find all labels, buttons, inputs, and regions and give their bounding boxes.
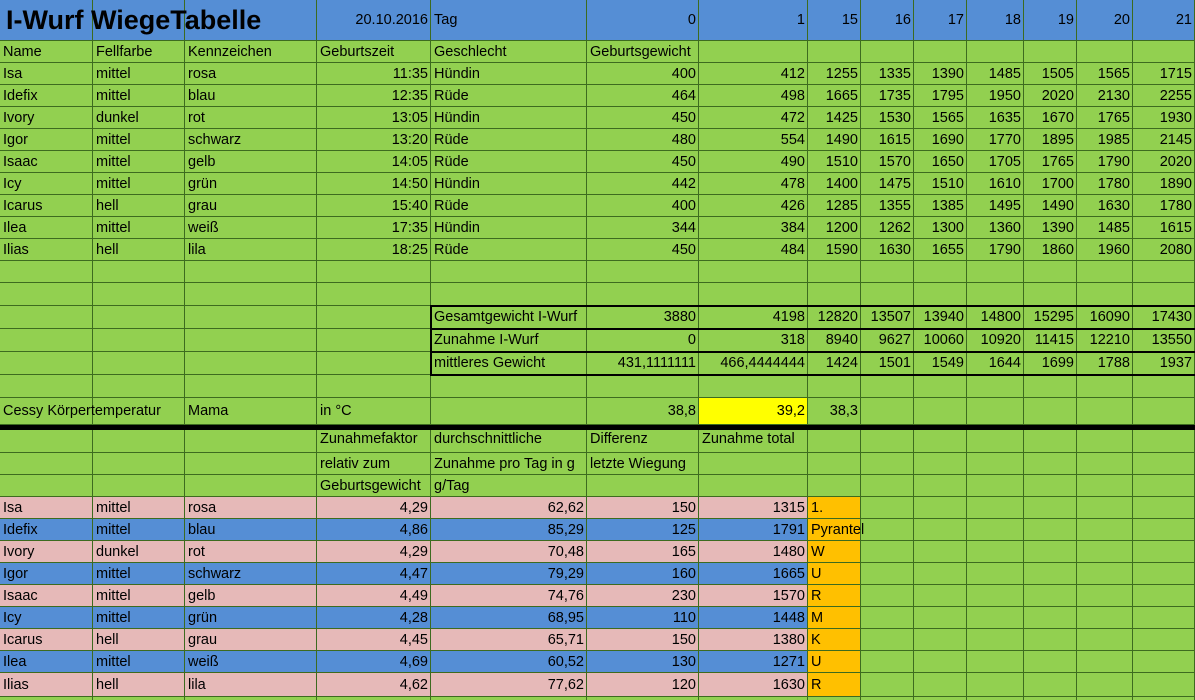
note-cell[interactable]: U [811, 566, 822, 582]
factor-header[interactable]: relativ zum [320, 456, 391, 472]
column-header[interactable]: Geschlecht [434, 44, 507, 60]
weight-cell[interactable]: 1390 [931, 66, 964, 82]
marker[interactable]: rot [188, 544, 205, 560]
summary-value[interactable]: 431,1111111 [617, 355, 696, 371]
temperature-value[interactable]: 39,2 [776, 403, 805, 419]
avg-value[interactable]: 65,71 [547, 632, 584, 648]
puppy-name[interactable]: Icy [3, 610, 22, 626]
summary-value[interactable]: 1644 [988, 355, 1021, 371]
weight-cell[interactable]: 450 [671, 154, 696, 170]
weight-cell[interactable]: 1490 [1041, 198, 1074, 214]
factor-value[interactable]: 4,49 [399, 588, 428, 604]
weight-cell[interactable]: 1715 [1159, 66, 1192, 82]
weight-cell[interactable]: 1895 [1041, 132, 1074, 148]
fur-color[interactable]: hell [96, 677, 119, 693]
weight-cell[interactable]: 1790 [1097, 154, 1130, 170]
weight-cell[interactable]: 344 [671, 220, 696, 236]
gender[interactable]: Hündin [434, 66, 480, 82]
summary-value[interactable]: 1549 [931, 355, 964, 371]
weight-cell[interactable]: 1510 [931, 176, 964, 192]
weight-cell[interactable]: 1530 [878, 110, 911, 126]
puppy-name[interactable]: Isaac [3, 588, 38, 604]
grid-hline [0, 282, 1195, 283]
diff-header[interactable]: Differenz [590, 431, 648, 447]
birth-time[interactable]: 11:35 [392, 66, 428, 82]
weight-cell[interactable]: 554 [780, 132, 805, 148]
weight-cell[interactable]: 1565 [931, 110, 964, 126]
puppy-name[interactable]: Icarus [3, 198, 43, 214]
diff-value[interactable]: 125 [671, 522, 696, 538]
avg-value[interactable]: 68,95 [547, 610, 584, 626]
temperature-label[interactable]: Cessy Körpertemperatur [3, 403, 161, 419]
gender[interactable]: Hündin [434, 110, 480, 126]
summary-value[interactable]: 1699 [1041, 355, 1074, 371]
temperature-value[interactable]: 38,8 [667, 403, 696, 419]
weight-cell[interactable]: 1360 [988, 220, 1021, 236]
marker[interactable]: grau [188, 198, 218, 214]
weight-cell[interactable]: 1255 [825, 66, 858, 82]
column-header[interactable]: Fellfarbe [96, 44, 153, 60]
weight-cell[interactable]: 442 [671, 176, 696, 192]
weight-cell[interactable]: 1200 [825, 220, 858, 236]
avg-value[interactable]: 70,48 [547, 544, 584, 560]
mama-label[interactable]: Mama [188, 403, 229, 419]
puppy-name[interactable]: Ilea [3, 220, 27, 236]
diff-value[interactable]: 160 [671, 566, 696, 582]
gender[interactable]: Rüde [434, 242, 469, 258]
marker[interactable]: grau [188, 632, 218, 648]
weight-cell[interactable]: 1385 [931, 198, 964, 214]
summary-value[interactable]: 13940 [923, 309, 964, 325]
weight-cell[interactable]: 1665 [825, 88, 858, 104]
summary-value[interactable]: 3880 [663, 309, 696, 325]
weight-cell[interactable]: 1735 [878, 88, 911, 104]
summary-value[interactable]: 12210 [1089, 332, 1130, 348]
weight-cell[interactable]: 412 [780, 66, 805, 82]
avg-value[interactable]: 62,62 [547, 500, 584, 516]
weight-cell[interactable]: 1635 [988, 110, 1021, 126]
puppy-name[interactable]: Idefix [3, 522, 38, 538]
day-header[interactable]: 16 [894, 12, 911, 28]
column-header[interactable]: Geburtsgewicht [590, 44, 691, 60]
avg-value[interactable]: 77,62 [547, 677, 584, 693]
birth-time[interactable]: 14:05 [391, 154, 428, 170]
birth-time[interactable]: 13:05 [391, 110, 428, 126]
marker[interactable]: grün [188, 610, 218, 626]
note-cell[interactable]: K [811, 632, 821, 648]
weight-cell[interactable]: 426 [780, 198, 805, 214]
weight-cell[interactable]: 1780 [1097, 176, 1130, 192]
weight-cell[interactable]: 1765 [1041, 154, 1074, 170]
day-header[interactable]: 20 [1113, 12, 1130, 28]
column-header[interactable]: Kennzeichen [188, 44, 272, 60]
summary-value[interactable]: 16090 [1089, 309, 1130, 325]
marker[interactable]: rosa [188, 500, 217, 516]
total-value[interactable]: 1630 [772, 677, 805, 693]
weight-cell[interactable]: 1930 [1159, 110, 1192, 126]
weight-cell[interactable]: 384 [780, 220, 805, 236]
total-value[interactable]: 1448 [772, 610, 805, 626]
marker[interactable]: rosa [188, 66, 217, 82]
puppy-name[interactable]: Ilias [3, 242, 29, 258]
fur-color[interactable]: dunkel [96, 544, 139, 560]
marker[interactable]: gelb [188, 154, 216, 170]
weight-cell[interactable]: 1335 [878, 66, 911, 82]
weight-cell[interactable]: 490 [780, 154, 805, 170]
total-value[interactable]: 1271 [772, 654, 805, 670]
diff-header[interactable]: letzte Wiegung [590, 456, 686, 472]
weight-cell[interactable]: 472 [780, 110, 805, 126]
puppy-name[interactable]: Isaac [3, 154, 38, 170]
note-cell[interactable]: W [811, 544, 825, 560]
fur-color[interactable]: mittel [96, 522, 131, 538]
fur-color[interactable]: hell [96, 632, 119, 648]
weight-cell[interactable]: 1985 [1097, 132, 1130, 148]
birth-time[interactable]: 12:35 [391, 88, 428, 104]
weight-cell[interactable]: 1770 [988, 132, 1021, 148]
total-value[interactable]: 1315 [772, 500, 805, 516]
fur-color[interactable]: mittel [96, 500, 131, 516]
diff-value[interactable]: 150 [671, 632, 696, 648]
weight-cell[interactable]: 1590 [825, 242, 858, 258]
weight-cell[interactable]: 480 [671, 132, 696, 148]
day-header[interactable]: 15 [841, 12, 858, 28]
gender[interactable]: Rüde [434, 154, 469, 170]
fur-color[interactable]: mittel [96, 176, 131, 192]
day-header[interactable]: 17 [947, 12, 964, 28]
puppy-name[interactable]: Idefix [3, 88, 38, 104]
puppy-name[interactable]: Icy [3, 176, 22, 192]
weight-cell[interactable]: 1790 [988, 242, 1021, 258]
marker[interactable]: grün [188, 176, 218, 192]
puppy-name[interactable]: Ilias [3, 677, 29, 693]
gender[interactable]: Rüde [434, 132, 469, 148]
factor-header[interactable]: Geburtsgewicht [320, 478, 421, 494]
weight-cell[interactable]: 1262 [878, 220, 911, 236]
diff-value[interactable]: 130 [671, 654, 696, 670]
weight-cell[interactable]: 1690 [931, 132, 964, 148]
day-header[interactable]: 1 [796, 12, 805, 28]
column-header[interactable]: Geburtszeit [320, 44, 395, 60]
summary-value[interactable]: 17430 [1151, 309, 1192, 325]
fur-color[interactable]: mittel [96, 66, 131, 82]
avg-value[interactable]: 85,29 [547, 522, 584, 538]
summary-value[interactable]: 1424 [825, 355, 858, 371]
summary-value[interactable]: 4198 [772, 309, 805, 325]
weight-cell[interactable]: 1510 [825, 154, 858, 170]
marker[interactable]: schwarz [188, 566, 242, 582]
weight-cell[interactable]: 2130 [1097, 88, 1130, 104]
factor-value[interactable]: 4,28 [399, 610, 428, 626]
summary-value[interactable]: 14800 [980, 309, 1021, 325]
summary-value[interactable]: 13507 [870, 309, 911, 325]
puppy-name[interactable]: Ivory [3, 544, 35, 560]
weight-cell[interactable]: 1670 [1041, 110, 1074, 126]
weight-cell[interactable]: 1795 [931, 88, 964, 104]
fur-color[interactable]: mittel [96, 566, 131, 582]
summary-value[interactable]: 8940 [825, 332, 858, 348]
fur-color[interactable]: mittel [96, 132, 131, 148]
birth-time[interactable]: 17:35 [391, 220, 428, 236]
marker[interactable]: rot [188, 110, 205, 126]
weight-cell[interactable]: 1400 [825, 176, 858, 192]
fur-color[interactable]: mittel [96, 588, 131, 604]
marker[interactable]: blau [188, 522, 216, 538]
fur-color[interactable]: mittel [96, 610, 131, 626]
summary-value[interactable]: 11415 [1034, 332, 1074, 348]
total-value[interactable]: 1570 [772, 588, 805, 604]
tag-label[interactable]: Tag [434, 12, 458, 28]
weight-cell[interactable]: 1485 [988, 66, 1021, 82]
factor-value[interactable]: 4,47 [399, 566, 428, 582]
fur-color[interactable]: mittel [96, 154, 131, 170]
puppy-name[interactable]: Isa [3, 500, 23, 516]
temperature-value[interactable]: 38,3 [829, 403, 858, 419]
column-header[interactable]: Name [3, 44, 42, 60]
day-header[interactable]: 21 [1175, 12, 1192, 28]
weight-cell[interactable]: 2020 [1159, 154, 1192, 170]
factor-value[interactable]: 4,86 [399, 522, 428, 538]
weight-cell[interactable]: 1705 [988, 154, 1021, 170]
weight-cell[interactable]: 1475 [878, 176, 911, 192]
avg-value[interactable]: 79,29 [547, 566, 584, 582]
puppy-name[interactable]: Icarus [3, 632, 43, 648]
marker[interactable]: lila [188, 242, 206, 258]
summary-value[interactable]: 1788 [1097, 355, 1130, 371]
puppy-name[interactable]: Igor [3, 566, 28, 582]
gender[interactable]: Rüde [434, 88, 469, 104]
summary-value[interactable]: 1501 [878, 355, 911, 371]
total-value[interactable]: 1480 [772, 544, 805, 560]
note-cell[interactable]: Pyrantel [811, 522, 865, 538]
summary-value[interactable]: 0 [687, 332, 696, 348]
marker[interactable]: gelb [188, 588, 216, 604]
marker[interactable]: lila [188, 677, 206, 693]
summary-value[interactable]: 10060 [923, 332, 964, 348]
note-cell[interactable]: U [811, 654, 822, 670]
factor-value[interactable]: 4,62 [399, 677, 428, 693]
weight-cell[interactable]: 1890 [1159, 176, 1192, 192]
weight-cell[interactable]: 1615 [878, 132, 911, 148]
weight-cell[interactable]: 400 [671, 198, 696, 214]
fur-color[interactable]: hell [96, 242, 119, 258]
weight-cell[interactable]: 1860 [1041, 242, 1074, 258]
summary-value[interactable]: 9627 [878, 332, 911, 348]
factor-value[interactable]: 4,69 [399, 654, 428, 670]
weight-cell[interactable]: 1390 [1041, 220, 1074, 236]
summary-value[interactable]: 12820 [817, 309, 858, 325]
weight-cell[interactable]: 450 [671, 110, 696, 126]
weight-cell[interactable]: 1615 [1159, 220, 1192, 236]
summary-label[interactable]: Gesamtgewicht I-Wurf [434, 309, 578, 325]
weight-cell[interactable]: 1285 [825, 198, 858, 214]
fur-color[interactable]: mittel [96, 88, 131, 104]
weight-cell[interactable]: 1630 [878, 242, 911, 258]
fur-color[interactable]: hell [96, 198, 119, 214]
summary-value[interactable]: 318 [780, 332, 805, 348]
summary-value[interactable]: 13550 [1151, 332, 1192, 348]
weight-cell[interactable]: 498 [780, 88, 805, 104]
weight-cell[interactable]: 484 [780, 242, 805, 258]
total-value[interactable]: 1380 [772, 632, 805, 648]
puppy-name[interactable]: Isa [3, 66, 23, 82]
marker[interactable]: blau [188, 88, 216, 104]
weight-cell[interactable]: 1355 [878, 198, 911, 214]
birth-time[interactable]: 14:50 [391, 176, 428, 192]
puppy-name[interactable]: Ivory [3, 110, 35, 126]
date-cell[interactable]: 20.10.2016 [355, 12, 428, 28]
birth-time[interactable]: 18:25 [391, 242, 428, 258]
summary-value[interactable]: 10920 [980, 332, 1021, 348]
weight-cell[interactable]: 1485 [1097, 220, 1130, 236]
diff-value[interactable]: 120 [671, 677, 696, 693]
note-cell[interactable]: R [811, 588, 822, 604]
birth-time[interactable]: 15:40 [391, 198, 428, 214]
weight-cell[interactable]: 1780 [1159, 198, 1192, 214]
diff-value[interactable]: 150 [671, 500, 696, 516]
weight-cell[interactable]: 2080 [1159, 242, 1192, 258]
weight-cell[interactable]: 1610 [988, 176, 1021, 192]
avg-header[interactable]: g/Tag [434, 478, 470, 494]
weight-cell[interactable]: 2020 [1041, 88, 1074, 104]
total-value[interactable]: 1665 [772, 566, 805, 582]
unit-label[interactable]: in °C [320, 403, 352, 419]
fur-color[interactable]: mittel [96, 654, 131, 670]
day-header[interactable]: 19 [1057, 12, 1074, 28]
weight-cell[interactable]: 1960 [1097, 242, 1130, 258]
note-cell[interactable]: 1. [811, 500, 824, 516]
fur-color[interactable]: mittel [96, 220, 131, 236]
weight-cell[interactable]: 464 [671, 88, 696, 104]
avg-header[interactable]: durchschnittliche [434, 431, 542, 447]
diff-value[interactable]: 230 [671, 588, 696, 604]
weight-cell[interactable]: 2255 [1159, 88, 1192, 104]
summary-value[interactable]: 15295 [1033, 309, 1074, 325]
weight-cell[interactable]: 1495 [988, 198, 1021, 214]
day-header[interactable]: 18 [1004, 12, 1021, 28]
day-header[interactable]: 0 [687, 12, 696, 28]
note-cell[interactable]: M [811, 610, 824, 626]
weight-cell[interactable]: 478 [780, 176, 805, 192]
weight-cell[interactable]: 2145 [1159, 132, 1192, 148]
marker[interactable]: weiß [188, 654, 219, 670]
avg-value[interactable]: 74,76 [547, 588, 584, 604]
factor-value[interactable]: 4,45 [399, 632, 428, 648]
weight-cell[interactable]: 1630 [1097, 198, 1130, 214]
weight-cell[interactable]: 1570 [878, 154, 911, 170]
summary-value[interactable]: 466,4444444 [720, 355, 805, 371]
puppy-name[interactable]: Ilea [3, 654, 27, 670]
weight-cell[interactable]: 1950 [988, 88, 1021, 104]
gender[interactable]: Rüde [434, 198, 469, 214]
gender[interactable]: Hündin [434, 176, 480, 192]
summary-label[interactable]: mittleres Gewicht [434, 355, 546, 371]
factor-header[interactable]: Zunahmefaktor [320, 431, 418, 447]
marker[interactable]: schwarz [188, 132, 242, 148]
total-header[interactable]: Zunahme total [702, 431, 795, 447]
puppy-name[interactable]: Igor [3, 132, 28, 148]
weight-cell[interactable]: 1700 [1041, 176, 1074, 192]
factor-value[interactable]: 4,29 [399, 544, 428, 560]
weight-cell[interactable]: 1300 [931, 220, 964, 236]
weight-cell[interactable]: 1490 [825, 132, 858, 148]
weight-cell[interactable]: 450 [671, 242, 696, 258]
weight-cell[interactable]: 1565 [1097, 66, 1130, 82]
diff-value[interactable]: 165 [671, 544, 696, 560]
weight-cell[interactable]: 1650 [931, 154, 964, 170]
marker[interactable]: weiß [188, 220, 219, 236]
weight-cell[interactable]: 1505 [1041, 66, 1074, 82]
avg-value[interactable]: 60,52 [547, 654, 584, 670]
weight-cell[interactable]: 1425 [825, 110, 858, 126]
summary-value[interactable]: 1937 [1159, 355, 1192, 371]
diff-value[interactable]: 110 [672, 610, 696, 626]
summary-label[interactable]: Zunahme I-Wurf [434, 332, 539, 348]
weight-cell[interactable]: 400 [671, 66, 696, 82]
avg-header[interactable]: Zunahme pro Tag in g [434, 456, 575, 472]
sheet-title[interactable]: I-Wurf WiegeTabelle [6, 5, 262, 35]
note-cell[interactable]: R [811, 677, 822, 693]
gender[interactable]: Hündin [434, 220, 480, 236]
weight-cell[interactable]: 1655 [931, 242, 964, 258]
birth-time[interactable]: 13:20 [391, 132, 428, 148]
total-value[interactable]: 1791 [772, 522, 805, 538]
fur-color[interactable]: dunkel [96, 110, 139, 126]
weight-cell[interactable]: 1765 [1097, 110, 1130, 126]
factor-value[interactable]: 4,29 [399, 500, 428, 516]
